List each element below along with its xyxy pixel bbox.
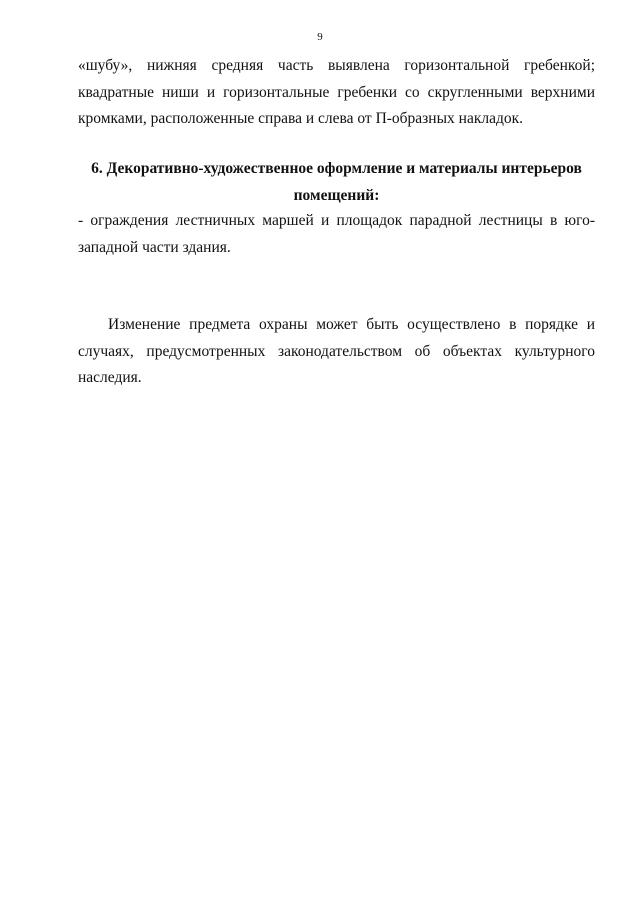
- section-heading: 6. Декоративно-художественное оформление и материалы интерьеров помещений:: [91, 160, 582, 204]
- paragraph-facade-description: «шубу», нижняя средняя часть выявлена горизонтальной гребенкой; квадратные ниши и горизонтальные гребенки со скругленными верхними кромками, расположенные справа и слева от П-образных накладок.: [78, 57, 595, 127]
- paragraph-protection-change: Изменение предмета охраны может быть осуществлено в порядке и случаях, предусмотренных законодательством об объектах культурного наследия.: [78, 316, 595, 386]
- page-number: 9: [317, 31, 323, 43]
- paragraph-stair-railings: - ограждения лестничных маршей и площадок парадной лестницы в юго-западной части здания.: [78, 212, 595, 256]
